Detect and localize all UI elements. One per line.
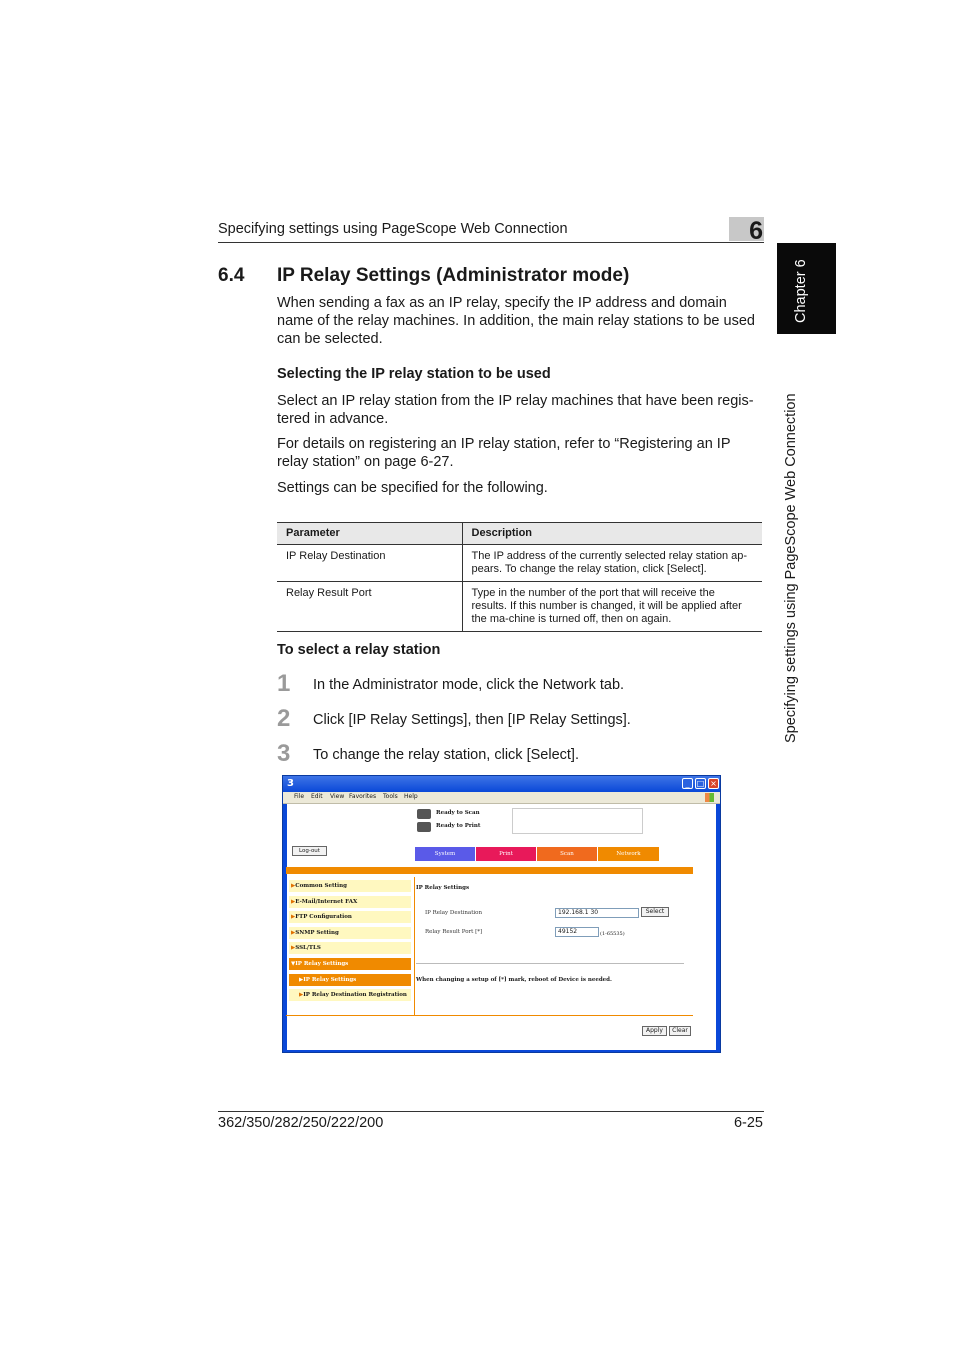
select-button[interactable]: Select <box>641 907 669 917</box>
intro-paragraph: When sending a fax as an IP relay, specify the IP address and domain name of the relay machines. In addition, the main relay stations to be used can be selected. <box>277 295 755 347</box>
section-number: 6.4 <box>218 265 245 286</box>
side-chapter-label: Chapter 6 <box>793 259 809 323</box>
side-menu-ip-relay-settings[interactable]: ▶IP Relay Settings <box>289 974 411 986</box>
paragraph-select-station: Select an IP relay station from the IP relay machines that have been regis-tered in advance. <box>277 393 754 427</box>
side-menu-ssl-tls[interactable]: ▶SSL/TLS <box>289 942 411 954</box>
step-text: In the Administrator mode, click the Network tab. <box>313 677 625 693</box>
side-menu-label: SNMP Setting <box>295 930 339 936</box>
section-title: IP Relay Settings (Administrator mode) <box>277 265 630 286</box>
side-section-label: Specifying settings using PageScope Web Connection <box>783 393 799 743</box>
chapter-number-box <box>729 217 764 245</box>
step-text: Click [IP Relay Settings], then [IP Relay Settings]. <box>313 712 631 728</box>
footer-rule <box>218 1111 764 1112</box>
port-label: Relay Result Port [*] <box>425 929 483 935</box>
close-icon[interactable]: × <box>708 778 719 789</box>
side-menu-label: SSL/TLS <box>295 945 321 951</box>
side-menu-ip-relay-group[interactable]: ▼IP Relay Settings <box>289 958 411 970</box>
menu-view[interactable]: View <box>330 793 345 800</box>
parameter-table <box>277 522 762 632</box>
tab-underline-bar <box>286 867 693 874</box>
destination-label: IP Relay Destination <box>425 910 483 916</box>
port-field[interactable]: 49152 <box>555 927 599 937</box>
procedure-heading: To select a relay station <box>277 642 441 658</box>
header-parameter: Parameter <box>277 523 462 545</box>
step-number: 3 <box>277 740 291 767</box>
side-menu-label: IP Relay Settings <box>303 977 357 983</box>
footer-models: 362/350/282/250/222/200 <box>218 1115 384 1131</box>
window-border-right <box>716 804 720 1052</box>
side-menu-ftp[interactable]: ▶FTP Configuration <box>289 911 411 923</box>
subsection-heading: Selecting the IP relay station to be used <box>277 366 551 382</box>
running-header <box>218 217 764 245</box>
table-header-row <box>277 523 762 545</box>
logout-button[interactable]: Log-out <box>292 846 327 856</box>
side-menu-email-fax[interactable]: ▶E-Mail/Internet FAX <box>289 896 411 908</box>
panel-title: IP Relay Settings <box>416 885 470 891</box>
table-cell-description: The IP address of the currently selected relay station ap-pears. To change the relay station, click [Select]. <box>462 545 762 582</box>
port-range-hint: (1-65535) <box>600 931 625 937</box>
page-number: 6-25 <box>733 1115 763 1131</box>
step-number: 2 <box>277 705 291 732</box>
maximize-icon[interactable]: □ <box>696 779 705 788</box>
header-description: Description <box>462 523 762 545</box>
apply-button[interactable]: Apply <box>642 1026 667 1036</box>
app-icon: 3 <box>287 778 294 789</box>
table-cell-parameter: IP Relay Destination <box>277 545 462 582</box>
window-titlebar <box>283 776 720 792</box>
destination-field[interactable]: 192.168.1 30 <box>555 908 639 918</box>
side-menu-ip-relay-registration[interactable]: ▶IP Relay Destination Registration <box>289 989 411 1001</box>
clear-button[interactable]: Clear <box>669 1026 691 1036</box>
status-scan: Ready to Scan <box>436 810 480 816</box>
panel-separator <box>416 963 684 964</box>
panel-bottom-line <box>286 1015 693 1016</box>
step-text: To change the relay station, click [Select]. <box>313 747 579 763</box>
scanner-icon <box>417 809 431 819</box>
menu-file[interactable]: File <box>294 793 305 800</box>
side-menu-label: IP Relay Destination Registration <box>303 992 407 998</box>
menu-help[interactable]: Help <box>404 793 418 800</box>
side-menu-snmp[interactable]: ▶SNMP Setting <box>289 927 411 939</box>
menu-edit[interactable]: Edit <box>311 793 323 800</box>
status-print: Ready to Print <box>436 823 481 829</box>
chapter-number: 6 <box>749 217 763 245</box>
side-menu-label: Common Setting <box>295 883 347 889</box>
tab-network[interactable]: Network <box>598 847 659 861</box>
table-cell-description: Type in the number of the port that will receive the results. If this number is changed, it will be applied after the ma-chine is turned off, then on again. <box>462 582 762 632</box>
side-menu-label: FTP Configuration <box>295 914 352 920</box>
window-border-bottom <box>283 1050 720 1053</box>
step-number: 1 <box>277 670 291 697</box>
side-menu-label: E-Mail/Internet FAX <box>295 899 358 905</box>
status-message-box <box>512 808 643 834</box>
table-row <box>277 582 762 632</box>
paragraph-details-reference: For details on registering an IP relay station, refer to “Registering an IP relay station” on page 6-27. <box>277 436 731 470</box>
panel-divider <box>414 877 415 1015</box>
tab-print[interactable]: Print <box>476 847 536 861</box>
menu-favorites[interactable]: Favorites <box>349 793 377 800</box>
browser-screenshot <box>282 775 721 1053</box>
running-title: Specifying settings using PageScope Web Connection <box>218 221 568 237</box>
reboot-note: When changing a setup of [*] mark, reboot of Device is needed. <box>416 977 612 983</box>
windows-logo-icon <box>705 793 714 802</box>
side-menu-common-setting[interactable]: ▶Common Setting <box>289 880 411 892</box>
menu-tools[interactable]: Tools <box>383 793 398 800</box>
printer-icon <box>417 822 431 832</box>
paragraph-settings-intro: Settings can be specified for the following. <box>277 480 548 496</box>
table-cell-parameter: Relay Result Port <box>277 582 462 632</box>
side-menu-label: IP Relay Settings <box>295 961 349 967</box>
tab-system[interactable]: System <box>415 847 475 861</box>
minimize-icon[interactable]: _ <box>682 778 693 789</box>
browser-menubar <box>283 792 720 804</box>
table-row <box>277 545 762 582</box>
tab-scan[interactable]: Scan <box>537 847 597 861</box>
